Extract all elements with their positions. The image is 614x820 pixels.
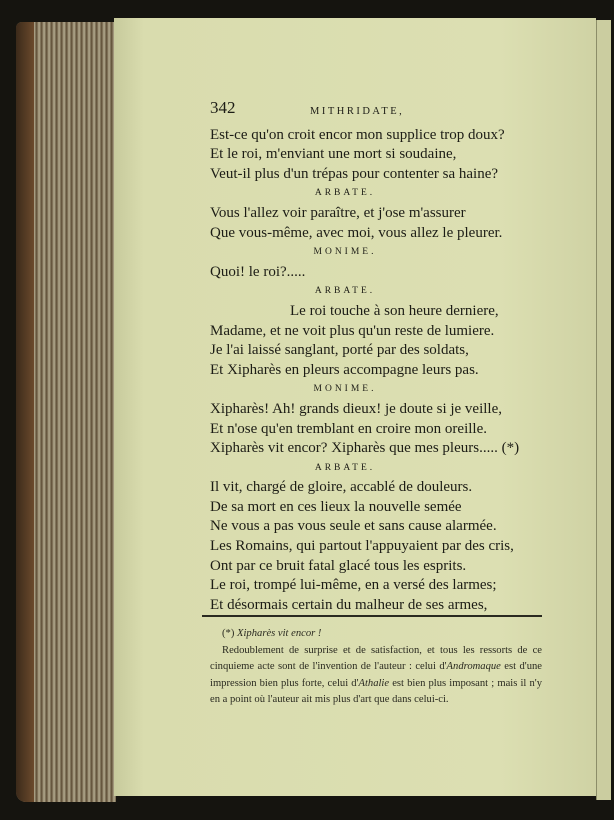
verse-line: Il vit, chargé de gloire, accablé de douleurs. [210, 479, 473, 496]
footnote-text: est d'une impression bien plus forte, celui d' [210, 661, 542, 689]
verse-line: Ne vous a pas vous seule et sans cause alarmée. [210, 518, 497, 535]
page-number: 342 [210, 98, 236, 117]
footnote-rule [202, 615, 542, 617]
footnote-text: est bien plus imposant ; mais il n'y en a point où l'auteur ait mis plus d'art que dans celui-ci. [210, 677, 542, 705]
verse-line: Xipharès! Ah! grands dieux! je doute si je veille, [210, 400, 503, 417]
play-text [210, 98, 540, 615]
verse-line: Ont par ce bruit fatal glacé tous les esprits. [210, 557, 467, 574]
verse-line: Et le roi, m'enviant une mort si soudaine, [210, 146, 457, 163]
footnote-marker: (*) [222, 628, 235, 639]
verse-line: Et Xipharès en pleurs accompagne leurs pas. [210, 361, 479, 378]
speaker-name: MONIME. [313, 247, 377, 258]
footnote-title-athalie: Athalie [358, 677, 390, 689]
footnote-reference: Xipharès vit encor ! [237, 628, 322, 639]
speaker-name: ARBATE. [314, 462, 376, 473]
verse-line: Que vous-même, avec moi, vous allez le pleurer. [210, 224, 503, 241]
verse-line: Vous l'allez voir paraître, et j'ose m'assurer [210, 204, 466, 221]
verse-line: Le roi touche à son heure derniere, [290, 302, 499, 319]
verse-line: Madame, et ne voit plus qu'un reste de lumiere. [210, 322, 495, 339]
footnote-title-andromaque: Andromaque [446, 661, 501, 672]
book-page-edges [16, 22, 116, 802]
facing-page-edge [596, 20, 611, 800]
verse-line: Les Romains, qui partout l'appuyaient par des cris, [210, 538, 514, 555]
verse-line: Et désormais certain du malheur de ses armes, [210, 596, 488, 613]
speaker-name: ARBATE. [314, 188, 376, 199]
book-page [114, 18, 596, 796]
running-title: MITHRIDATE, [310, 106, 405, 117]
verse-line: Xipharès vit encor? Xipharès que mes pleurs..... (*) [210, 440, 520, 457]
speaker-name: ARBATE. [314, 286, 376, 297]
verse-line: Je l'ai laissé sanglant, porté par des soldats, [210, 342, 469, 359]
verse-line: Est-ce qu'on croit encor mon supplice trop doux? [210, 126, 505, 143]
verse-lines [210, 126, 540, 616]
verse-line: De sa mort en ces lieux la nouvelle semée [210, 498, 462, 515]
verse-line: Le roi, trompé lui-même, en a versé des larmes; [210, 577, 497, 594]
page-header [210, 98, 540, 122]
footnote [210, 626, 542, 709]
footnote-body [210, 643, 542, 709]
verse-line: Et n'ose qu'en tremblant en croire mon oreille. [210, 420, 487, 437]
verse-line: Quoi! le roi?..... [210, 263, 306, 280]
verse-line: Veut-il plus d'un trépas pour contenter sa haine? [210, 165, 499, 182]
speaker-name: MONIME. [313, 384, 377, 395]
footnote-text: Redoublement de surprise et de satisfaction, et tous les ressorts de ce cinquieme acte sont de l'invention de l'auteur : celui d' [210, 644, 542, 672]
